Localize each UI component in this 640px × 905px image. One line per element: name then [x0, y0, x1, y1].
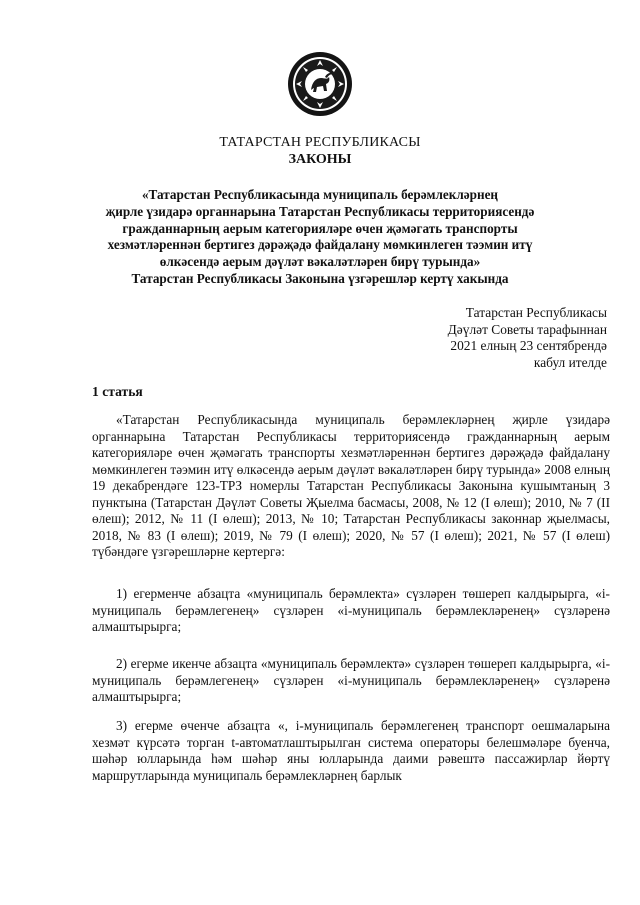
law-label: ЗАКОНЫ	[288, 152, 352, 167]
title-line: «Татарстан Республикасында муниципаль берәмлекләрнең	[141, 187, 499, 202]
article-intro-paragraph: «Татарстан Республикасында муниципаль берәмлекләрнең җирле үзидарә органнарына Татарстан Республикасы территориясендә гражданнарның аерым категорияләре өчен җәмәгать транспорты хезмәтләреннән бертигез дәрәҗәдә файдалану мөмкинлеген тәэмин итү өлкәсендә аерым дәүләт вәкаләтләрен бирү турында» 2008 елның 19 декабрендәге 123-ТРЗ номерлы Татарстан Республикасы Законына кушымтаның 3 пунктына (Татарстан Дәүләт Советы Җыелма басмасы, 2008, № 12 (I өлеш); 2010, № 7 (II өлеш); 2012, № 11 (I өлеш); 2013, № 10; Татарстан Республикасы законнар җыелмасы, 2018, № 83 (I өлеш); 2019, № 79 (I өлеш); 2020, № 57 (I өлеш); 2021, № 57 (I өлеш) түбәндәге үзгәрешләрне кертергә:	[92, 412, 610, 559]
republic-name: ТАТАРСТАН РЕСПУБЛИКАСЫ	[219, 135, 421, 150]
adoption-line: 2021 елның 23 сентябрендә	[450, 338, 607, 354]
adoption-line: кабул ителде	[533, 354, 607, 370]
tatarstan-coat-of-arms-icon	[287, 51, 353, 117]
adoption-line: Дәүләт Советы тарафыннан	[447, 321, 607, 337]
amendment-item-2: 2) егерме икенче абзацта «муниципаль берәмлектә» сүзләрен төшереп калдырырга, «і-муниципаль берәмлегенең» сүзләрен «і-муниципаль берәмлекләренең» сүзләренә алмаштырырга;	[92, 656, 610, 704]
amendment-item-3: 3) егерме өченче абзацта «, і-муниципаль берәмлегенең транспорт оешмаларына хезмәт күрсәтә торган t-автоматлаштырылган система операторы белешмәләре буенча, шәһәр юлларында һәм шәһәр яны юлларында даими рәвештә пассажирлар йөртү маршрутларында муниципаль берәмлекләрнең барлык	[92, 718, 610, 783]
adoption-note	[448, 305, 607, 371]
title-line: хезмәтләреннән бертигез дәрәҗәдә файдалану мөмкинлеген тәэмин итү	[107, 237, 533, 253]
title-line: җирле үзидарә органнарына Татарстан Республикасы территориясендә	[105, 203, 535, 219]
adoption-line: Татарстан Республикасы	[465, 305, 607, 320]
title-line: Татарстан Республикасы Законына үзгәрешләр кертү хакында	[131, 270, 509, 286]
title-line: гражданнарның аерым категорияләре өчен җәмәгать транспорты	[122, 220, 518, 236]
title-line: өлкәсендә аерым дәүләт вәкаләтләрен бирү турында»	[159, 254, 481, 270]
article-heading: 1 статья	[92, 384, 143, 399]
law-title	[80, 187, 560, 288]
amendment-item-1: 1) егерменче абзацта «муниципаль берәмлекта» сүзләрен төшереп калдырырга, «і-муниципаль берәмлегенең» сүзләрен «і-муниципаль берәмлекләренең» сүзләренә алмаштырырга;	[92, 586, 610, 634]
